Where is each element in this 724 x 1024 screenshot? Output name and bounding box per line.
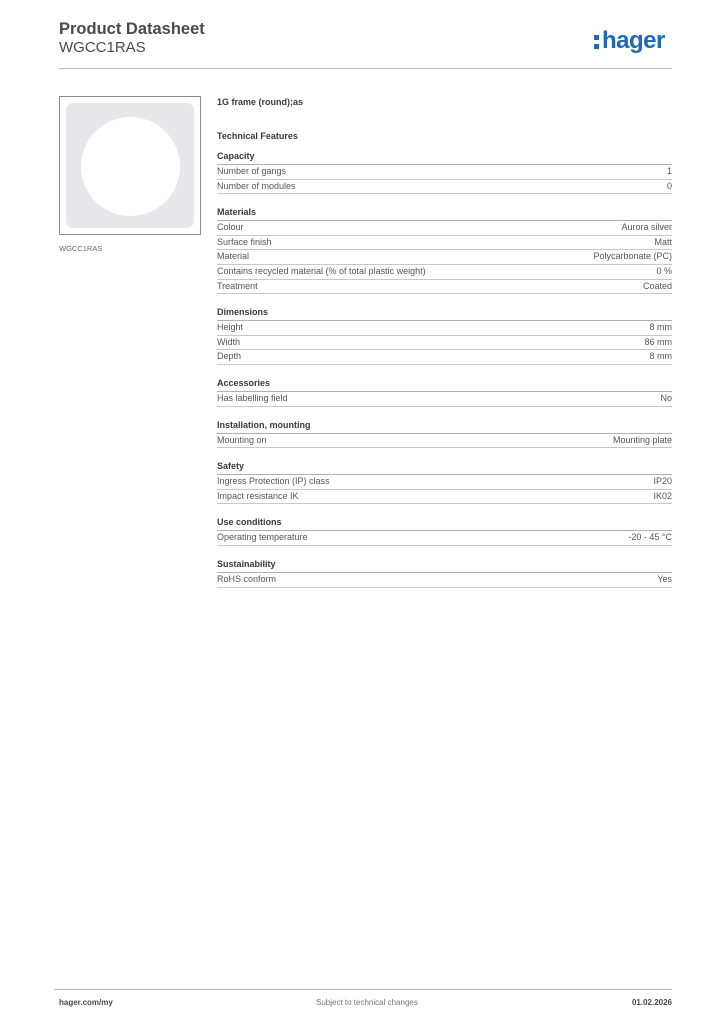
spec-value: Matt — [654, 236, 672, 247]
spec-value: 0 — [666, 180, 672, 191]
spec-label: Material — [217, 251, 250, 262]
spec-label: Height — [217, 322, 244, 333]
spec-value: 8 mm — [649, 322, 672, 333]
spec-label: Operating temperature — [217, 532, 308, 543]
spec-value: Coated — [642, 280, 672, 291]
logo-text: hager — [602, 27, 665, 54]
spec-label: Has labelling field — [217, 392, 288, 403]
hager-logo — [594, 27, 665, 55]
section-heading: Capacity — [217, 150, 672, 165]
section-heading: Use conditions — [217, 516, 672, 531]
spec-value: 86 mm — [644, 336, 672, 347]
spec-row — [217, 180, 672, 195]
spec-label: Impact resistance IK — [217, 490, 299, 501]
header-divider — [59, 68, 672, 69]
spec-value: Mounting plate — [612, 434, 672, 445]
footer-note: Subject to technical changes — [316, 998, 418, 1007]
spec-row — [217, 531, 672, 546]
spec-label: Ingress Protection (IP) class — [217, 476, 330, 487]
footer-divider — [54, 989, 672, 990]
spec-label: Number of gangs — [217, 166, 287, 176]
spec-value: Yes — [657, 573, 672, 584]
spec-label: Mounting on — [217, 434, 267, 445]
section-heading: Safety — [217, 460, 672, 475]
spec-row — [217, 165, 672, 180]
spec-row — [217, 434, 672, 449]
section-heading: Accessories — [217, 377, 672, 392]
spec-row — [217, 392, 672, 407]
image-caption: WGCC1RAS — [59, 244, 103, 253]
spec-label: RoHS conform — [217, 573, 277, 584]
product-image — [59, 96, 201, 235]
spec-row — [217, 221, 672, 236]
spec-row — [217, 350, 672, 365]
footer-website-link[interactable]: hager.com/my — [59, 998, 113, 1007]
spec-row — [217, 490, 672, 505]
logo-colon-icon — [594, 27, 600, 51]
spec-row — [217, 236, 672, 251]
spec-row — [217, 336, 672, 351]
product-code: WGCC1RAS — [59, 39, 146, 56]
spec-value: 8 mm — [649, 351, 672, 362]
round-frame-icon — [81, 117, 180, 216]
spec-label: Width — [217, 336, 241, 347]
spec-row — [217, 280, 672, 295]
section-heading: Dimensions — [217, 306, 672, 321]
page-title: Product Datasheet — [59, 20, 205, 38]
spec-label: Number of modules — [217, 180, 296, 191]
footer-date: 01.02.2026 — [631, 998, 672, 1007]
spec-label: Depth — [217, 351, 242, 362]
spec-value: 0 % — [656, 265, 672, 276]
spec-row — [217, 250, 672, 265]
section-heading: Installation, mounting — [217, 419, 672, 434]
spec-value: 1 — [666, 166, 672, 176]
spec-row — [217, 265, 672, 280]
section-heading: Materials — [217, 206, 672, 221]
technical-features-heading: Technical Features — [217, 131, 298, 141]
spec-row — [217, 573, 672, 588]
spec-label: Contains recycled material (% of total plastic weight) — [217, 265, 426, 276]
spec-sections — [217, 150, 672, 588]
spec-content — [217, 95, 672, 588]
spec-value: IP20 — [653, 476, 672, 487]
spec-label: Colour — [217, 222, 244, 233]
section-heading: Sustainability — [217, 558, 672, 573]
spec-value: No — [660, 392, 672, 403]
spec-value: Polycarbonate (PC) — [593, 251, 672, 262]
spec-row — [217, 321, 672, 336]
spec-value: IK02 — [653, 490, 672, 501]
spec-value: -20 - 45 °C — [628, 532, 672, 543]
spec-row — [217, 475, 672, 490]
spec-value: Aurora silver — [621, 222, 672, 233]
spec-label: Surface finish — [217, 236, 272, 247]
frame-plate — [66, 103, 194, 228]
spec-label: Treatment — [217, 280, 258, 291]
product-description: 1G frame (round);as — [217, 97, 304, 107]
